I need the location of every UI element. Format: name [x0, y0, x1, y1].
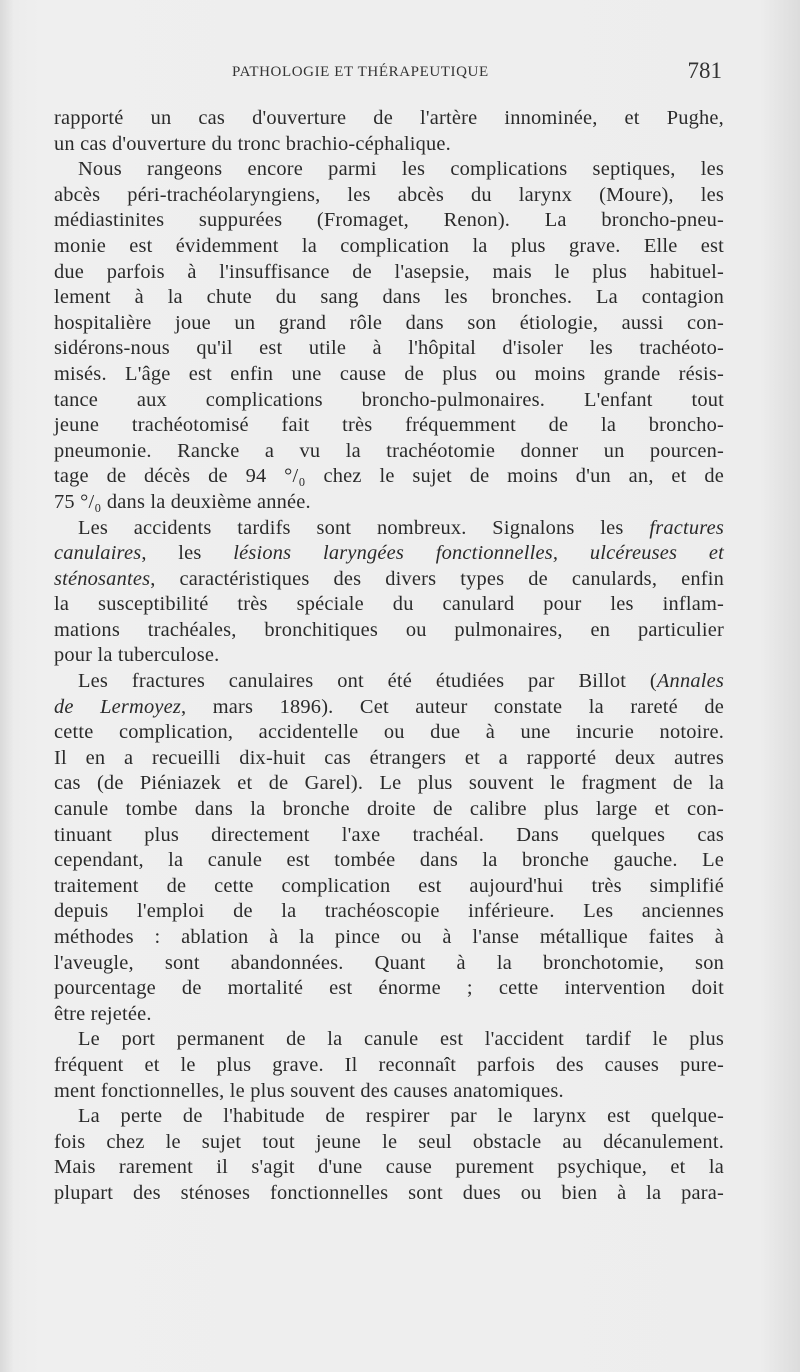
text-line: La perte de l'habitude de respirer par le larynx est quelque-	[78, 1105, 724, 1128]
text-line: Nous rangeons encore parmi les complications septiques, les	[78, 158, 724, 181]
text-line: pourcentage de mortalité est énorme ; cette intervention doit	[54, 977, 724, 1000]
text-line: pour la tuberculose.	[54, 644, 220, 667]
text-line: médiastinites suppurées (Fromaget, Renon). La broncho-pneu-	[54, 209, 724, 232]
page-number: 781	[687, 58, 722, 83]
text-line: tage de décès de 94 °/₀ chez le sujet de moins d'un an, et de	[54, 465, 724, 488]
text-line: traitement de cette complication est aujourd'hui très simplifié	[54, 874, 724, 897]
text-line: Le port permanent de la canule est l'accident tardif le plus	[78, 1028, 724, 1051]
text-line: mations trachéales, bronchitiques ou pulmonaires, en particulier	[54, 618, 724, 641]
text-run: Les fractures canulaires ont été étudiées par Billot (	[78, 670, 657, 693]
text-line: fois chez le sujet tout jeune le seul obstacle au décanulement.	[54, 1130, 724, 1153]
text-line: un cas d'ouverture du tronc brachio-céphalique.	[54, 132, 451, 155]
text-line: due parfois à l'insuffisance de l'asepsie, mais le plus habituel-	[54, 260, 724, 283]
text-line: abcès péri-trachéolaryngiens, les abcès du larynx (Moure), les	[54, 183, 724, 206]
text-run: , caractéristiques des divers types de canulards, enfin	[150, 567, 724, 590]
italic-term: fractures	[649, 516, 724, 539]
text-line: la susceptibilité très spéciale du canulard pour les inflam-	[54, 593, 724, 616]
text-line: depuis l'emploi de la trachéoscopie inférieure. Les anciennes	[54, 900, 724, 923]
text-line: cas (de Piéniazek et de Garel). Le plus souvent le fragment de la	[54, 772, 724, 795]
text-line	[54, 541, 724, 567]
running-title: PATHOLOGIE ET THÉRAPEUTIQUE	[232, 64, 489, 80]
text-line	[54, 567, 724, 593]
text-run: , les	[141, 542, 202, 565]
text-line: lement à la chute du sang dans les bronches. La contagion	[54, 286, 724, 309]
italic-term: sténosantes	[54, 567, 151, 590]
text-line: tinuant plus directement l'axe trachéal. Dans quelques cas	[54, 823, 724, 846]
text-line: jeune trachéotomisé fait très fréquemment de la broncho-	[54, 414, 724, 437]
text-line: cette complication, accidentelle ou due à une incurie notoire.	[54, 721, 724, 744]
text-line: tance aux complications broncho-pulmonaires. L'enfant tout	[54, 388, 724, 411]
text-line: canule tombe dans la bronche droite de calibre plus large et con-	[54, 798, 724, 821]
italic-term: lésions laryngées fonctionnelles, ulcéreuses et	[233, 542, 724, 565]
italic-term: de Lermoyez	[54, 695, 181, 718]
page-header	[54, 58, 724, 90]
text-line: méthodes : ablation à la pince ou à l'anse métallique faites à	[54, 926, 724, 948]
text-line: cependant, la canule est tombée dans la bronche gauche. Le	[54, 849, 724, 872]
text-line: rapporté un cas d'ouverture de l'artère innominée, et Pughe,	[54, 107, 724, 129]
text-line	[54, 669, 724, 695]
text-line: pneumonie. Rancke a vu la trachéotomie donner un pourcen-	[54, 439, 724, 462]
text-line: plupart des sténoses fonctionnelles sont dues ou bien à la para-	[54, 1181, 724, 1204]
text-line: sidérons-nous qu'il est utile à l'hôpital d'isoler les trachéoto-	[54, 337, 724, 360]
text-run: , mars 1896). Cet auteur constate la rareté de	[180, 695, 725, 718]
text-line: misés. L'âge est enfin une cause de plus ou moins grande résis-	[54, 362, 724, 385]
body-text	[54, 106, 724, 1207]
text-line: 75 °/₀ dans la deuxième année.	[54, 490, 311, 513]
text-line: monie est évidemment la complication la plus grave. Elle est	[54, 234, 724, 257]
text-line: l'aveugle, sont abandonnées. Quant à la bronchotomie, son	[54, 951, 724, 974]
text-line: Mais rarement il s'agit d'une cause purement psychique, et la	[54, 1156, 724, 1179]
text-line: fréquent et le plus grave. Il reconnaît parfois des causes pure-	[54, 1053, 724, 1076]
text-line: Il en a recueilli dix-huit cas étrangers et a rapporté deux autres	[54, 746, 724, 769]
text-run: Les accidents tardifs sont nombreux. Signalons les	[78, 516, 624, 539]
text-line	[54, 516, 724, 542]
text-line: ment fonctionnelles, le plus souvent des causes anatomiques.	[54, 1079, 564, 1102]
text-line	[54, 695, 724, 721]
italic-term: canulaires	[54, 542, 142, 565]
italic-term: Annales	[656, 670, 724, 693]
text-line: être rejetée.	[54, 1002, 152, 1025]
text-line: hospitalière joue un grand rôle dans son étiologie, aussi con-	[54, 311, 724, 334]
